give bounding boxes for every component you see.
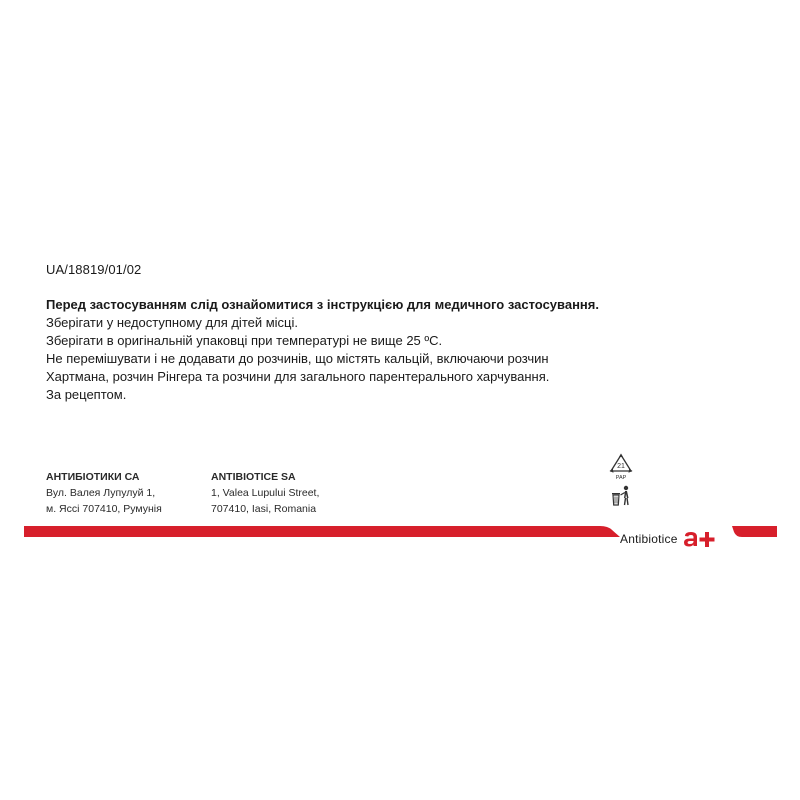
manufacturer-address-ua-line2: м. Яссі 707410, Румунія (46, 503, 162, 515)
instruction-line-do-not-mix-cont: Хартмана, розчин Рінгера та розчини для загального парентерального харчування. (46, 369, 550, 384)
instruction-line-prescription: За рецептом. (46, 387, 127, 402)
instruction-line-read-leaflet: Перед застосуванням слід ознайомитися з інструкцією для медичного застосування. (46, 297, 599, 312)
brand-logo (620, 528, 718, 550)
a-plus-logo-icon (682, 528, 718, 550)
manufacturer-name-en: ANTIBIOTICE SA (211, 471, 296, 483)
packaging-symbols (606, 452, 636, 508)
registration-number: UA/18819/01/02 (46, 262, 142, 277)
instruction-line-storage-temperature: Зберігати в оригінальній упаковці при температурі не вище 25 ºC. (46, 333, 443, 348)
brand-band-right-stripe (732, 526, 777, 537)
recycling-code: 21 (617, 463, 625, 470)
storage-instructions (46, 296, 746, 404)
manufacturer-address-en-line2: 707410, Iasi, Romania (211, 503, 317, 515)
manufacturer-name-ua: АНТИБІОТИКИ СА (46, 471, 140, 483)
manufacturer-block-ukrainian (46, 469, 162, 517)
instruction-line-keep-away-children: Зберігати у недоступному для дітей місці. (46, 315, 299, 330)
person-trash-bin-icon (606, 484, 636, 508)
manufacturer-address-en-line1: 1, Valea Lupului Street, (211, 487, 320, 499)
manufacturer-address-ua-line1: Вул. Валея Лупулуй 1, (46, 487, 156, 499)
manufacturer-block-english (211, 469, 319, 517)
recycling-label: PAP (615, 475, 627, 481)
recycling-triangle-icon (606, 452, 636, 482)
brand-name: Antibiotice (620, 532, 678, 546)
instruction-line-do-not-mix: Не перемішувати і не додавати до розчинів, що містять кальцій, включаючи розчин (46, 351, 549, 366)
